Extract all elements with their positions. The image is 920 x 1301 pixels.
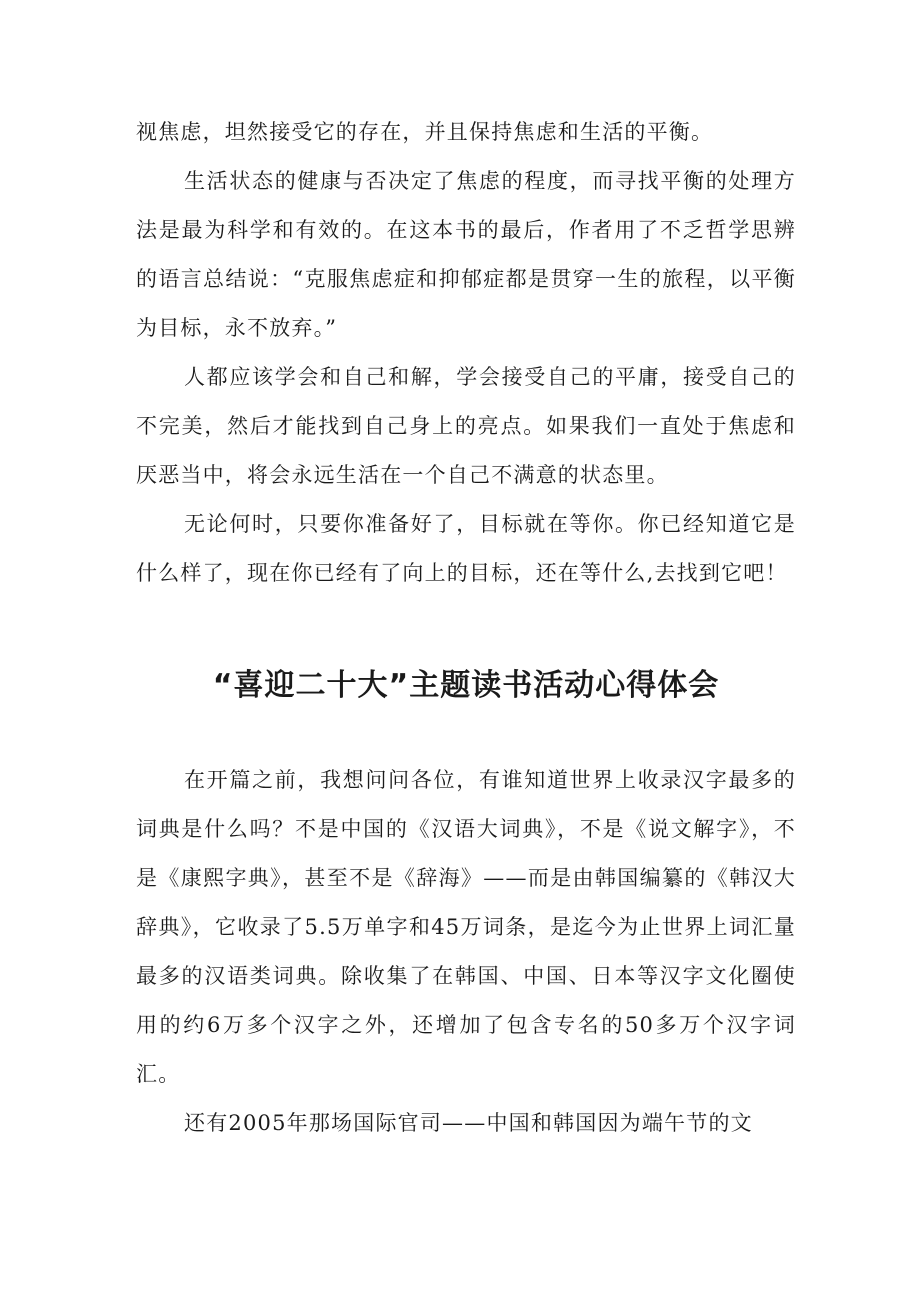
paragraph: 无论何时，只要你准备好了，目标就在等你。你已经知道它是什么样了，现在你已经有了向上的目标，还在等什么,去找到它吧！: [136, 512, 796, 585]
paragraph: 生活状态的健康与否决定了焦虑的程度，而寻找平衡的处理方法是最为科学和有效的。在这本书的最后，作者用了不乏哲学思辨的语言总结说：“克服焦虑症和抑郁症都是贯穿一生的旅程，以平衡为目标，永不放弃。”: [136, 169, 796, 340]
section-previous-article: [136, 0, 796, 598]
document-page: [136, 0, 796, 1148]
paragraph: 人都应该学会和自己和解，学会接受自己的平庸，接受自己的不完美，然后才能找到自己身上的亮点。如果我们一直处于焦虑和厌恶当中，将会永远生活在一个自己不满意的状态里。: [136, 365, 796, 487]
paragraph: 在开篇之前，我想问问各位，有谁知道世界上收录汉字最多的词典是什么吗？不是中国的《汉语大词典》，不是《说文解字》，不是《康熙字典》，甚至不是《辞海》——而是由韩国编纂的《韩汉大辞典》，它收录了5.5万单字和45万词条，是迄今为止世界上词汇量最多的汉语类词典。除收集了在韩国、中国、日本等汉字文化圈使用的约6万多个汉字之外，还增加了包含专名的50多万个汉字词汇。: [136, 768, 796, 1086]
article-title: “喜迎二十大”主题读书活动心得体会: [212, 668, 720, 703]
paragraph-continued: 视焦虑，坦然接受它的存在，并且保持焦虑和生活的平衡。: [136, 120, 714, 144]
section-article-body: [136, 756, 796, 1148]
paragraph: 还有2005年那场国际官司——中国和韩国因为端午节的文: [184, 1111, 753, 1135]
